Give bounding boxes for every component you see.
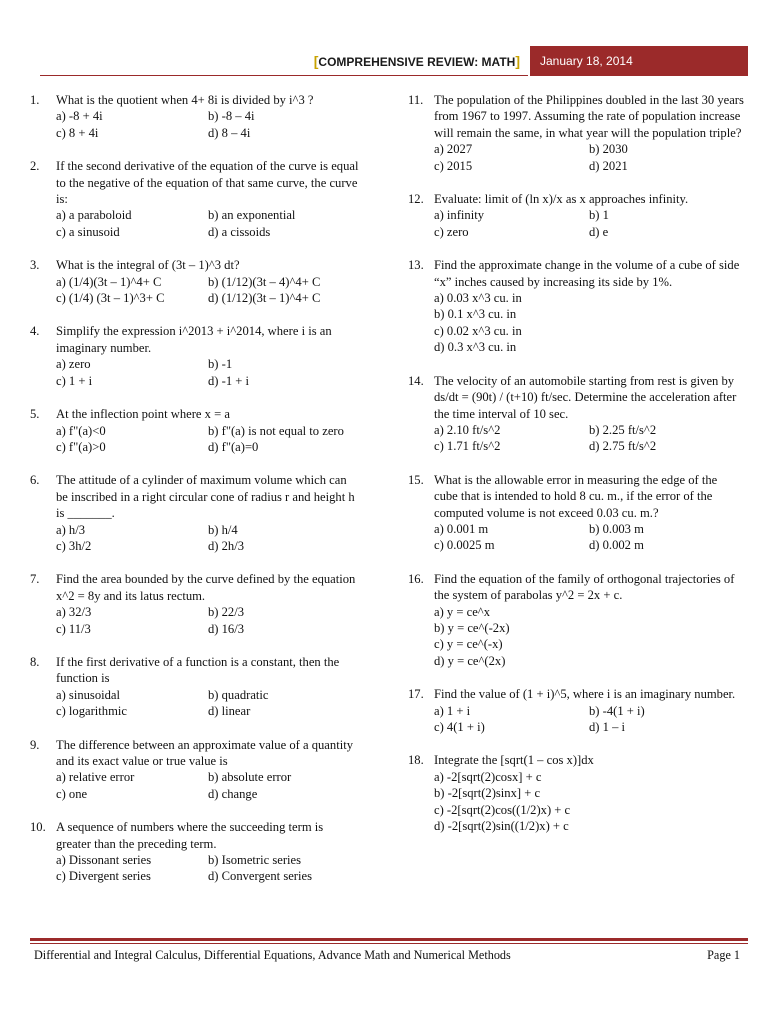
answer-options (434, 769, 744, 835)
answer-options (434, 290, 744, 356)
answer-option: d) 1 – i (589, 720, 626, 734)
answer-option: a) relative error (56, 770, 135, 785)
answer-option: b) 1 (589, 208, 609, 223)
answer-option: d) -1 + i (208, 373, 250, 388)
answer-option: c) 2015 (434, 158, 473, 173)
answer-options (56, 274, 360, 307)
answer-option: a) Dissonant series (56, 853, 152, 868)
question-number: 14. (408, 373, 424, 388)
page-footer (30, 938, 748, 962)
question-body (56, 92, 360, 141)
answer-option: b) 0.1 x^3 cu. in (434, 307, 517, 322)
question-stem: Evaluate: limit of (ln x)/x as x approaches infinity. (434, 192, 689, 207)
question-item (30, 571, 360, 637)
answer-option: a) 2.10 ft/s^2 (434, 422, 501, 437)
page-header (40, 46, 748, 76)
answer-option: c) 11/3 (56, 621, 91, 636)
answer-option: d) 2.75 ft/s^2 (589, 439, 657, 454)
answer-option: c) f"(a)>0 (56, 439, 106, 454)
question-stem: The attitude of a cylinder of maximum volume which can be inscribed in a right circular cone of radius r and height h is _______. (56, 473, 355, 521)
question-body (434, 92, 744, 174)
answer-option: a) sinusoidal (56, 687, 121, 702)
answer-option: b) Isometric series (208, 853, 302, 868)
question-stem: A sequence of numbers where the succeeding term is greater than the preceding term. (56, 820, 324, 851)
question-body (56, 571, 360, 637)
question-number: 17. (408, 687, 424, 702)
answer-option: a) zero (56, 357, 91, 372)
answer-option: b) 22/3 (208, 605, 245, 620)
question-item (30, 654, 360, 720)
answer-option: c) 3h/2 (56, 538, 92, 553)
answer-options (434, 703, 744, 736)
answer-option: a) h/3 (56, 522, 86, 537)
answer-option: b) quadratic (208, 687, 269, 702)
answer-option: d) 2021 (589, 158, 628, 173)
answer-option: a) infinity (434, 208, 485, 223)
answer-option: c) (1/4) (3t – 1)^3+ C (56, 291, 165, 306)
answer-option: d) change (208, 786, 258, 801)
question-stem: The velocity of an automobile starting from rest is given by ds/dt = (90t) / (t+10) ft/sec. Determine the acceleration after the time interval of 10 sec. (434, 373, 737, 421)
question-item (408, 92, 744, 174)
question-body (56, 257, 360, 306)
answer-option: c) y = ce^(-x) (434, 637, 503, 652)
question-stem: The population of the Philippines doubled in the last 30 years from 1967 to 1997. Assuming the rate of population increase will remain the same, in what year will the population triple? (434, 93, 744, 140)
question-body (56, 158, 360, 240)
question-item (408, 257, 744, 355)
question-stem: Simplify the expression i^2013 + i^2014, where i is an imaginary number. (56, 324, 332, 355)
answer-option: b) -2[sqrt(2)sinx] + c (434, 786, 541, 801)
question-item (408, 571, 744, 669)
answer-options (56, 356, 360, 389)
answer-option: d) 0.3 x^3 cu. in (434, 340, 517, 355)
question-stem: What is the allowable error in measuring the edge of the cube that is intended to hold 8 cu. m., if the error of the computed volume is not exceed 0.03 cu. m.? (434, 472, 718, 520)
answer-option: d) 8 – 4i (208, 125, 251, 140)
answer-options (56, 852, 360, 885)
question-number: 11. (408, 93, 424, 107)
answer-option: a) a paraboloid (56, 208, 132, 223)
answer-options (434, 422, 744, 455)
question-stem: What is the quotient when 4+ 8i is divided by i^3 ? (56, 93, 314, 107)
answer-option: b) h/4 (208, 522, 238, 537)
question-item (30, 406, 360, 455)
question-stem: At the inflection point where x = a (56, 407, 230, 422)
question-body (434, 686, 744, 735)
header-rule (40, 75, 528, 76)
answer-option: b) -8 – 4i (208, 109, 255, 124)
answer-option: b) absolute error (208, 770, 292, 785)
question-body (434, 191, 744, 240)
question-item (408, 373, 744, 455)
answer-option: c) 0.0025 m (434, 538, 495, 553)
header-date: January 18, 2014 (530, 46, 748, 76)
question-body (434, 472, 744, 554)
question-item (30, 472, 360, 554)
answer-option: b) (1/12)(3t – 4)^4+ C (208, 274, 321, 289)
footer-rule-thick (30, 938, 748, 941)
answer-options (56, 207, 360, 240)
question-number: 10. (30, 820, 46, 835)
question-body (56, 654, 360, 720)
answer-option: c) 1.71 ft/s^2 (434, 439, 501, 454)
answer-option: d) a cissoids (208, 224, 271, 239)
answer-option: a) 1 + i (434, 703, 471, 718)
question-body (434, 373, 744, 455)
answer-option: c) 4(1 + i) (434, 720, 485, 734)
answer-option: d) 0.002 m (589, 538, 644, 553)
question-stem: If the second derivative of the equation of the curve is equal to the negative of the equation of that same curve, the curve is: (56, 159, 359, 207)
question-stem: Find the equation of the family of orthogonal trajectories of the system of parabolas y^2 = 2x + c. (434, 571, 735, 603)
answer-options (56, 423, 360, 456)
document-title (40, 46, 528, 76)
question-item (30, 158, 360, 240)
question-body (56, 323, 360, 389)
question-body (56, 472, 360, 554)
right-question-column (408, 92, 744, 851)
question-number: 2. (30, 159, 40, 174)
answer-options (56, 769, 360, 802)
answer-option: c) 8 + 4i (56, 125, 99, 140)
answer-option: a) f"(a)<0 (56, 423, 106, 438)
question-number: 7. (30, 572, 40, 587)
question-body (434, 257, 744, 355)
answer-option: c) Divergent series (56, 869, 151, 884)
question-stem: Find the value of (1 + i)^5, where i is an imaginary number. (434, 687, 736, 702)
answer-option: d) 16/3 (208, 621, 245, 636)
footer-subject-text: Differential and Integral Calculus, Differential Equations, Advance Math and Numerical Methods (34, 948, 511, 962)
question-item (30, 737, 360, 803)
answer-option: c) 1 + i (56, 373, 93, 388)
answer-option: c) a sinusoid (56, 224, 120, 239)
question-number: 16. (408, 571, 424, 586)
left-question-column (30, 92, 360, 902)
answer-option: b) 2030 (589, 142, 628, 157)
answer-options (434, 207, 744, 240)
question-number: 8. (30, 654, 40, 669)
answer-option: a) 2027 (434, 142, 473, 157)
question-stem: What is the integral of (3t – 1)^3 dt? (56, 258, 240, 273)
answer-option: a) 0.03 x^3 cu. in (434, 291, 522, 306)
question-number: 4. (30, 324, 40, 339)
question-body (434, 752, 744, 834)
answer-option: b) y = ce^(-2x) (434, 620, 510, 635)
footer-page-number: Page 1 (707, 948, 740, 962)
question-item (30, 92, 360, 141)
answer-option: a) -8 + 4i (56, 109, 103, 124)
answer-option: c) zero (434, 224, 469, 239)
answer-options (434, 521, 744, 554)
answer-option: a) 0.001 m (434, 521, 489, 536)
answer-options (56, 687, 360, 720)
question-item (408, 752, 744, 834)
question-number: 5. (30, 407, 40, 422)
question-stem: Integrate the [sqrt(1 – cos x)]dx (434, 753, 594, 768)
answer-option: b) -1 (208, 357, 233, 372)
answer-options (56, 604, 360, 637)
answer-option: a) -2[sqrt(2)cosx] + c (434, 769, 542, 784)
answer-options (56, 108, 360, 141)
answer-option: a) y = ce^x (434, 604, 491, 619)
answer-options (434, 604, 744, 670)
question-stem: Find the approximate change in the volume of a cube of side “x” inches caused by increasing its side by 1%. (434, 258, 740, 289)
question-item (408, 686, 744, 735)
answer-option: d) -2[sqrt(2)sin((1/2)x) + c (434, 819, 569, 834)
answer-option: c) one (56, 786, 88, 801)
answer-option: d) e (589, 224, 609, 239)
answer-options (434, 141, 744, 174)
question-stem: If the first derivative of a function is a constant, then the function is (56, 654, 340, 686)
answer-option: b) an exponential (208, 208, 296, 223)
answer-option: d) Convergent series (208, 869, 312, 884)
title-bracket-close: ] (515, 53, 520, 69)
answer-option: b) -4(1 + i) (589, 703, 645, 718)
question-stem: Find the area bounded by the curve defined by the equation x^2 = 8y and its latus rectum. (56, 572, 356, 603)
question-item (408, 472, 744, 554)
answer-option: d) linear (208, 704, 251, 719)
answer-option: b) 2.25 ft/s^2 (589, 422, 657, 437)
question-number: 9. (30, 737, 40, 752)
question-item (30, 819, 360, 885)
title-text: COMPREHENSIVE REVIEW: MATH (318, 55, 516, 69)
question-body (56, 737, 360, 803)
question-item (30, 257, 360, 306)
question-item (30, 323, 360, 389)
question-number: 13. (408, 258, 424, 273)
question-number: 1. (30, 93, 40, 107)
answer-option: d) 2h/3 (208, 538, 245, 553)
question-body (56, 406, 360, 455)
answer-option: c) -2[sqrt(2)cos((1/2)x) + c (434, 802, 571, 817)
answer-option: d) f"(a)=0 (208, 439, 259, 454)
answer-option: b) f"(a) is not equal to zero (208, 423, 344, 438)
question-item (408, 191, 744, 240)
question-number: 3. (30, 258, 40, 273)
question-number: 18. (408, 753, 424, 768)
answer-option: a) 32/3 (56, 605, 92, 620)
question-body (56, 819, 360, 885)
title-bracket-open: [ (313, 53, 319, 69)
question-body (434, 571, 744, 669)
question-number: 15. (408, 472, 424, 487)
answer-option: b) 0.003 m (589, 521, 644, 536)
question-number: 12. (408, 192, 424, 207)
answer-option: d) y = ce^(2x) (434, 653, 506, 668)
answer-option: d) (1/12)(3t – 1)^4+ C (208, 291, 321, 306)
answer-options (56, 522, 360, 555)
answer-option: c) logarithmic (56, 704, 127, 719)
question-number: 6. (30, 473, 40, 488)
question-stem: The difference between an approximate value of a quantity and its exact value or true value is (56, 737, 353, 768)
answer-option: c) 0.02 x^3 cu. in (434, 323, 522, 338)
footer-rule-thin (30, 943, 748, 944)
answer-option: a) (1/4)(3t – 1)^4+ C (56, 274, 162, 289)
